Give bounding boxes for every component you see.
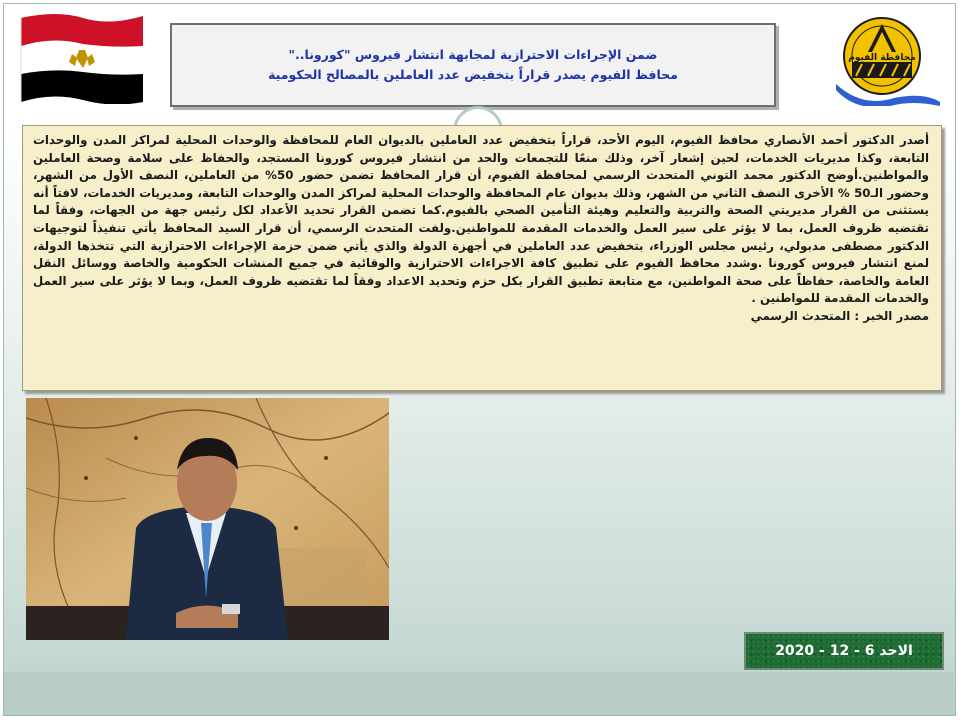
fayoum-logo-icon <box>832 12 944 106</box>
governor-photo <box>26 398 389 640</box>
egypt-flag-icon <box>17 8 147 104</box>
publish-date: الاحد 6 - 12 - 2020 <box>775 643 913 659</box>
news-source: مصدر الخبر : المتحدث الرسمي <box>750 308 929 323</box>
headline-box <box>170 23 776 107</box>
bottom-band <box>4 672 954 715</box>
article-body: أصدر الدكتور أحمد الأنصاري محافظ الفيوم، اليوم الأحد، قراراً بتخفيض عدد العاملين بالديوان العام للمحافظة والوحدات المحلية لمراكز المدن والوحدات التابعة، وكذا مديريات الخدمات، لحين إشعار آخر، وذلك منعًا للتجمعات والحد من انتشار فيروس كورونا المستجد، والحفاظ على سلامة وصحة العاملين والمواطنين.أوضح الدكتور محمد التوني المتحدث الرسمي لمحافظة الفيوم، أن قرار المحافظ تضمن حضور 50% من العاملين، النصف الأول من الشهر، وحضور الـ50 % الأخرى النصف الثاني من الشهر، وذلك بديوان عام المحافظة والوحدات المحلية لمراكز المدن والوحدات التابعة، ومديريات الخدمات، لافتاً أنه يستثنى من القرار مديريتي الصحة والتربية والتعليم وهيئة التأمين الصحي بالفيوم.كما تضمن القرار تحديد الأعداد لكل رئيس جهة من الجهات، وفقاً لما تقتضيه ظروف العمل، بما لا يؤثر على سير العمل والخدمات المقدمة للمواطنين.ولفت المتحدث الرسمي، أن قرار السيد المحافظ يأتي تنفيذاً لتوجيهات الدكتور مصطفى مدبولي، رئيس مجلس الوزراء، بتخفيض عدد العاملين في أجهزة الدولة والذي يأتي ضمن حزمة الإجراءات الاحترازية التي تتخذها الدولة، لمنع انتشار فيروس كورونا .وشدد محافظ الفيوم على تطبيق كافة الاجراءات الاحترازية والوقائية في جميع المنشات الحكومية والخاصة ووسائل النقل العامة والخاصة، حفاظاً على صحة المواطنين، مع متابعة تطبيق القرار بكل حزم وتحديد الاعداد وفقاً لما تقتضيه ظروف العمل، وبما لا يؤثر على سير العمل والخدمات المقدمة للمواطنين . <box>33 133 929 306</box>
logo-text: محافظة الفيوم <box>848 53 916 63</box>
article-box <box>22 125 942 391</box>
headline-line-2: محافظ الفيوم يصدر قراراً بتخفيض عدد العاملين بالمصالح الحكومية <box>268 67 678 82</box>
headline-line-1: ضمن الإجراءات الاحترازية لمجابهة انتشار فيروس "كورونا.." <box>288 47 658 62</box>
date-badge <box>744 632 944 670</box>
